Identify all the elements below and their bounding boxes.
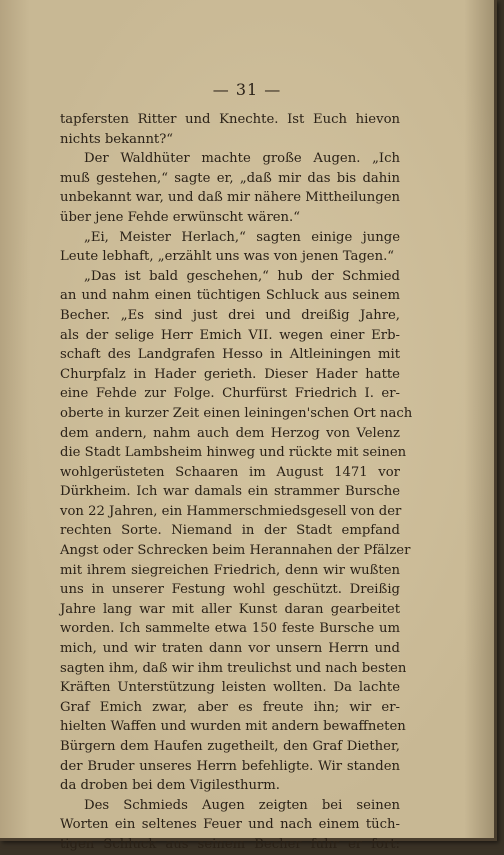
text-line: worden. Ich sammelte etwa 150 feste Bursche um	[60, 621, 400, 637]
text-line: Graf Emich zwar, aber es freute ihn; wir er-	[60, 699, 400, 715]
text-line: Worten ein seltenes Feuer und nach einem tüch-	[60, 817, 400, 833]
text-line: „Ei, Meister Herlach,“ sagten einige junge	[84, 229, 400, 245]
text-line: Des Schmieds Augen zeigten bei seinen	[84, 797, 400, 813]
text-line: mit ihrem siegreichen Friedrich, denn wir wußten	[60, 562, 400, 578]
text-line: von 22 Jahren, ein Hammerschmiedsgesell von der	[60, 503, 402, 519]
text-line: rechten Sorte. Niemand in der Stadt empfand	[60, 523, 400, 539]
text-line: eine Fehde zur Folge. Churfürst Friedrich I. er-	[60, 386, 400, 402]
text-line: mich, und wir traten dann vor unsern Herrn und	[60, 641, 400, 657]
text-line: Leute lebhaft, „erzählt uns was von jenen Tagen.“	[60, 249, 395, 265]
text-line: Der Waldhüter machte große Augen. „Ich	[84, 151, 400, 167]
text-line: Churpfalz in Hader gerieth. Dieser Hader hatte	[60, 366, 400, 382]
text-line: „Das ist bald geschehen,“ hub der Schmied	[84, 268, 400, 284]
text-line: Kräften Unterstützung leisten wollten. Da lachte	[60, 680, 400, 696]
body-text	[60, 110, 413, 855]
text-line: tigen Schluck aus seinem Becher fuhr er fort:	[60, 836, 400, 852]
text-line: uns in unserer Festung wohl geschützt. Dreißig	[60, 582, 400, 598]
text-line: dem andern, nahm auch dem Herzog von Velenz	[60, 425, 400, 441]
text-line: muß gestehen,“ sagte er, „daß mir das bis dahin	[60, 170, 400, 186]
text-line: Angst oder Schrecken beim Herannahen der Pfälzer	[60, 543, 411, 559]
text-line: da droben bei dem Vigilesthurm.	[60, 778, 280, 794]
text-line: oberte in kurzer Zeit einen leiningen'schen Ort nach	[60, 405, 413, 421]
text-line: Bürgern dem Haufen zugetheilt, den Graf Diether,	[60, 739, 400, 754]
text-line: hielten Waffen und wurden mit andern bewaffneten	[60, 719, 406, 735]
text-line: tapfersten Ritter und Knechte. Ist Euch hievon	[60, 112, 400, 127]
text-line: nichts bekannt?“	[60, 131, 174, 147]
text-line: unbekannt war, und daß mir nähere Mittheilungen	[60, 190, 400, 206]
page-number: — 31 —	[212, 80, 282, 99]
text-line: sagten ihm, daß wir ihm treulichst und nach besten	[60, 660, 407, 676]
text-line: an und nahm einen tüchtigen Schluck aus seinem	[60, 288, 400, 304]
text-line: wohlgerüsteten Schaaren im August 1471 vor	[60, 464, 400, 480]
text-line: der Bruder unseres Herrn befehligte. Wir standen	[60, 758, 400, 774]
text-line: Becher. „Es sind just drei und dreißig Jahre,	[60, 307, 400, 323]
text-line: die Stadt Lambsheim hinweg und rückte mit seinen	[60, 445, 407, 461]
text-line: Dürkheim. Ich war damals ein strammer Bursche	[60, 484, 400, 500]
text-line: schaft des Landgrafen Hesso in Altleiningen mit	[60, 347, 400, 363]
text-line: als der selige Herr Emich VII. wegen einer Erb-	[60, 327, 400, 343]
text-line: Jahre lang war mit aller Kunst daran gearbeitet	[60, 601, 400, 617]
text-line: über jene Fehde erwünscht wären.“	[60, 209, 300, 225]
